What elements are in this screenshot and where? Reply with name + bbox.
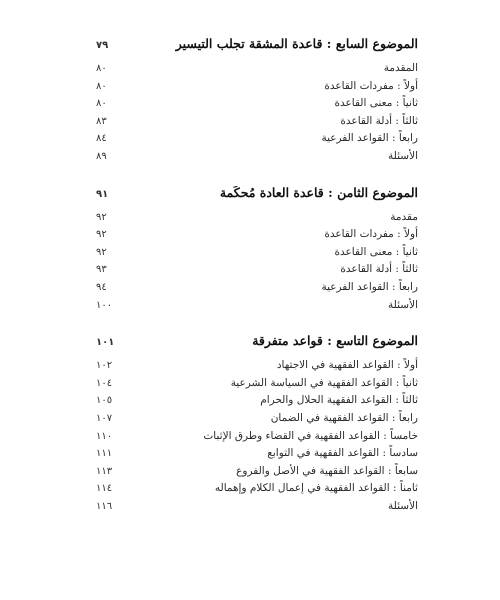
entry-page-number: ٨٩ (96, 150, 107, 162)
toc-entry (96, 281, 418, 299)
toc-entry (96, 465, 418, 483)
entry-page-number: ٩٢ (96, 246, 107, 258)
entry-page-number: ٨٠ (96, 98, 107, 110)
entry-page-number: ٩٣ (96, 264, 107, 276)
entry-title: سادساً : القواعد الفقهية في التوابع (267, 447, 418, 460)
section-title: الموضوع السابع : قاعدة المشقة تجلب التيسير (175, 36, 418, 51)
toc-entry (96, 115, 418, 133)
entry-title: ثانياً : معنى القاعدة (334, 245, 418, 258)
toc-section-heading (96, 185, 418, 211)
section-page-number: ٧٩ (96, 40, 109, 51)
entry-title: رابعاً : القواعد الفقهية في الضمان (270, 411, 418, 424)
toc-entry (96, 150, 418, 168)
table-of-contents (96, 36, 418, 534)
toc-entry (96, 263, 418, 281)
toc-section-ninth (96, 333, 418, 517)
entry-title: الأسئلة (388, 499, 418, 512)
entry-page-number: ١٠٠ (96, 299, 113, 311)
entry-title: أولاً : مفردات القاعدة (324, 79, 418, 92)
entry-page-number: ٩٢ (96, 211, 107, 223)
toc-entry (96, 211, 418, 229)
entry-page-number: ٨٠ (96, 63, 107, 74)
entry-title: ثامناً : القواعد الفقهية في إعمال الكلام وإهماله (214, 482, 418, 495)
entry-title: رابعاً : القواعد الفرعية (321, 132, 418, 145)
entry-page-number: ١١٤ (96, 483, 113, 495)
toc-entry (96, 228, 418, 246)
entry-title: مقدمة (390, 210, 418, 223)
entry-title: سابعاً : القواعد الفقهية في الأصل والفروع (236, 464, 418, 477)
toc-entry (96, 132, 418, 150)
toc-section-eighth (96, 185, 418, 317)
entry-page-number: ١١٦ (96, 500, 113, 512)
toc-entry (96, 430, 418, 448)
section-title: الموضوع التاسع : قواعد متفرقة (252, 333, 418, 349)
toc-section-heading (96, 333, 418, 359)
entry-page-number: ١٠٧ (96, 412, 113, 424)
toc-section-seventh (96, 36, 418, 168)
entry-page-number: ١٠٤ (96, 377, 113, 389)
toc-entry (96, 97, 418, 115)
entry-page-number: ٩٢ (96, 229, 107, 241)
section-page-number: ١٠١ (96, 337, 115, 349)
entry-title: رابعاً : القواعد الفرعية (321, 280, 418, 293)
toc-entry (96, 246, 418, 264)
entry-title: ثانياً : القواعد الفقهية في السياسة الشرعية (230, 376, 418, 389)
entry-page-number: ١٠٢ (96, 360, 113, 372)
entry-title: الأسئلة (388, 298, 418, 311)
entry-page-number: ١١٣ (96, 465, 113, 477)
entry-title: أولاً : القواعد الفقهية في الاجتهاد (276, 359, 418, 372)
toc-entry (96, 80, 418, 98)
toc-entry (96, 500, 418, 518)
entry-title: المقدمة (383, 62, 418, 74)
entry-page-number: ٨٣ (96, 115, 107, 127)
toc-entry (96, 447, 418, 465)
entry-page-number: ٨٤ (96, 133, 107, 145)
entry-title: ثالثاً : أدلة القاعدة (340, 114, 418, 127)
entry-title: ثانياً : معنى القاعدة (334, 97, 418, 110)
entry-title: أولاً : مفردات القاعدة (324, 228, 418, 241)
toc-entry (96, 62, 418, 80)
toc-entry (96, 412, 418, 430)
section-title: الموضوع الثامن : قاعدة العادة مُحكَمة (219, 184, 418, 200)
section-page-number: ٩١ (96, 188, 109, 200)
toc-entry (96, 394, 418, 412)
toc-entry (96, 377, 418, 395)
entry-page-number: ٩٤ (96, 281, 107, 293)
entry-page-number: ١١١ (96, 448, 113, 460)
toc-section-heading (96, 36, 418, 62)
toc-entry (96, 482, 418, 500)
entry-page-number: ١١٠ (96, 430, 113, 442)
entry-title: خامساً : القواعد الفقهية في القضاء وطرق الإثبات (203, 429, 418, 442)
toc-entry (96, 299, 418, 317)
entry-page-number: ٨٠ (96, 80, 107, 92)
entry-title: ثالثاً : القواعد الفقهية الحلال والحرام (260, 394, 418, 407)
entry-title: ثالثاً : أدلة القاعدة (340, 263, 418, 276)
toc-entry (96, 359, 418, 377)
entry-title: الأسئلة (388, 149, 418, 162)
entry-page-number: ١٠٥ (96, 395, 113, 407)
